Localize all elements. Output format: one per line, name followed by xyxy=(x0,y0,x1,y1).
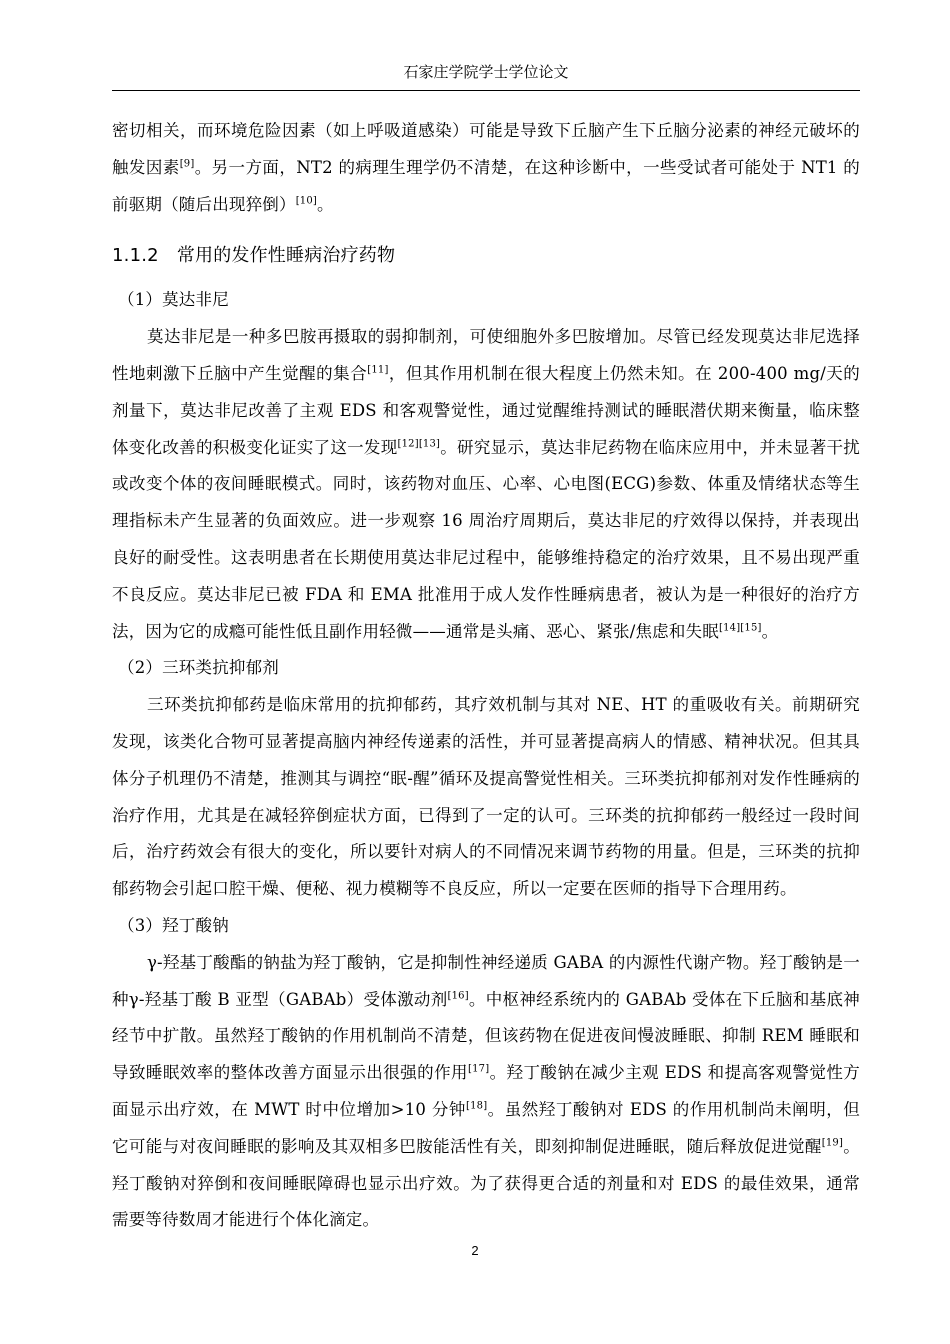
modafinil-text-b: ，但其作用机制在很大程度上仍然未知。在 200-400 mg/天的剂量下，莫达非尼改善了主观 EDS 和客观警觉性，通过觉醒维持测试的睡眠潜伏期来衡量，临床整体变化改善的积极变化证实了这一发现 xyxy=(112,363,861,457)
section-number: 1.1.2 xyxy=(112,245,159,267)
oxybate-text-d: 。虽然羟丁酸钠对 EDS 的作用机制尚未阐明，但它可能与对夜间睡眠的影响及其双相多巴胺能活性有关，即刻抑制促进睡眠，随后释放促进觉醒 xyxy=(112,1099,860,1156)
citation-18: [18] xyxy=(465,1100,488,1112)
oxybate-text-a: γ-羟基丁酸酯的钠盐为羟丁酸钠，它是抑制性神经递质 GABA 的内源性代谢产物。羟丁酸钠是一种γ-羟基丁酸 B 亚型（GABAb）受体激动剂 xyxy=(112,952,860,1009)
oxybate-text-b: 。中枢神经系统内的 GABAb 受体在下丘脑和基底神经节中扩散。虽然羟丁酸钠的作用机制尚不清楚，但该药物在促进夜间慢波睡眠、抑制 REM 睡眠和导致睡眠效率的整体改善方面显示出很强的作用 xyxy=(112,989,860,1083)
citation-11: [11] xyxy=(367,364,389,376)
page-number: 2 xyxy=(471,1243,479,1258)
citation-10: [10] xyxy=(295,195,318,207)
intro-paragraph xyxy=(112,113,860,223)
modafinil-text-c: 。研究显示，莫达非尼药物在临床应用中，并未显著干扰或改变个体的夜间睡眠模式。同时，该药物对血压、心率、心电图(ECG)参数、体重及情绪状态等生理指标未产生显著的负面效应。进一步观察 16 周治疗周期后，莫达非尼的疗效得以保持，并表现出良好的耐受性。这表明患者在长期使用莫达非尼过程中，能够维持稳定的治疗效果，且不易出现严重不良反应。莫达非尼已被 FDA 和 EMA 批准用于成人发作性睡病患者，被认为是一种很好的治疗方法，因为它的成瘾可能性低且副作用轻微——通常是头痛、恶心、紧张/焦虑和失眠 xyxy=(112,437,860,641)
section-title: 常用的发作性睡病治疗药物 xyxy=(176,245,396,267)
modafinil-paragraph xyxy=(112,319,860,650)
running-header: 石家庄学院学士学位论文 xyxy=(403,63,569,81)
modafinil-text-d: 。 xyxy=(761,621,779,641)
section-heading xyxy=(112,239,860,273)
subheading-modafinil: （1）莫达非尼 xyxy=(118,290,229,310)
subheading-tricyclic: （2）三环类抗抑郁剂 xyxy=(118,658,279,678)
citation-17: [17] xyxy=(468,1063,490,1075)
citation-9: [9] xyxy=(179,158,195,170)
subheading-sodium-oxybate: （3）羟丁酸钠 xyxy=(118,915,229,935)
intro-text-2: 。另一方面，NT2 的病理生理学仍不清楚，在这种诊断中，一些受试者可能处于 NT1 的前驱期（随后出现猝倒） xyxy=(112,157,860,214)
header-rule xyxy=(112,90,860,91)
intro-text-1: 密切相关，而环境危险因素（如上呼吸道感染）可能是导致下丘脑产生下丘脑分泌素的神经元破坏的触发因素 xyxy=(112,121,860,177)
citation-19: [19] xyxy=(821,1137,844,1149)
oxybate-text-c: 。羟丁酸钠在减少主观 EDS 和提高客观警觉性方面显示出疗效，在 MWT 时中位增加>10 分钟 xyxy=(112,1063,860,1119)
modafinil-text-a: 莫达非尼是一种多巴胺再摄取的弱抑制剂，可使细胞外多巴胺增加。尽管已经发现莫达非尼选择性地刺激下丘脑中产生觉醒的集合 xyxy=(112,327,860,383)
tricyclic-paragraph: 三环类抗抑郁药是临床常用的抗抑郁药，其疗效机制与其对 NE、HT 的重吸收有关。前期研究发现，该类化合物可显著提高脑内神经传递素的活性，并可显著提高病人的情感、精神状况。但其具体分子机理仍不清楚，推测其与调控“眠-醒”循环及提高警觉性相关。三环类抗抑郁剂对发作性睡病的治疗作用，尤其是在减轻猝倒症状方面，已得到了一定的认可。三环类的抗抑郁药一般经过一段时间后，治疗药效会有很大的变化，所以要针对病人的不同情况来调节药物的用量。但是，三环类的抗抑郁药物会引起口腔干燥、便秘、视力模糊等不良反应，所以一定要在医师的指导下合理用药。 xyxy=(112,695,860,899)
document-body xyxy=(112,113,860,1239)
citation-16: [16] xyxy=(447,990,469,1002)
oxybate-text-e: 。羟丁酸钠对猝倒和夜间睡眠障碍也显示出疗效。为了获得更合适的剂量和对 EDS 的最佳效果，通常需要等待数周才能进行个体化滴定。 xyxy=(112,1136,860,1230)
intro-text-3: 。 xyxy=(317,194,334,214)
citation-14-15: [14][15] xyxy=(718,622,762,634)
oxybate-paragraph xyxy=(112,945,860,1239)
citation-12-13: [12][13] xyxy=(397,438,441,450)
